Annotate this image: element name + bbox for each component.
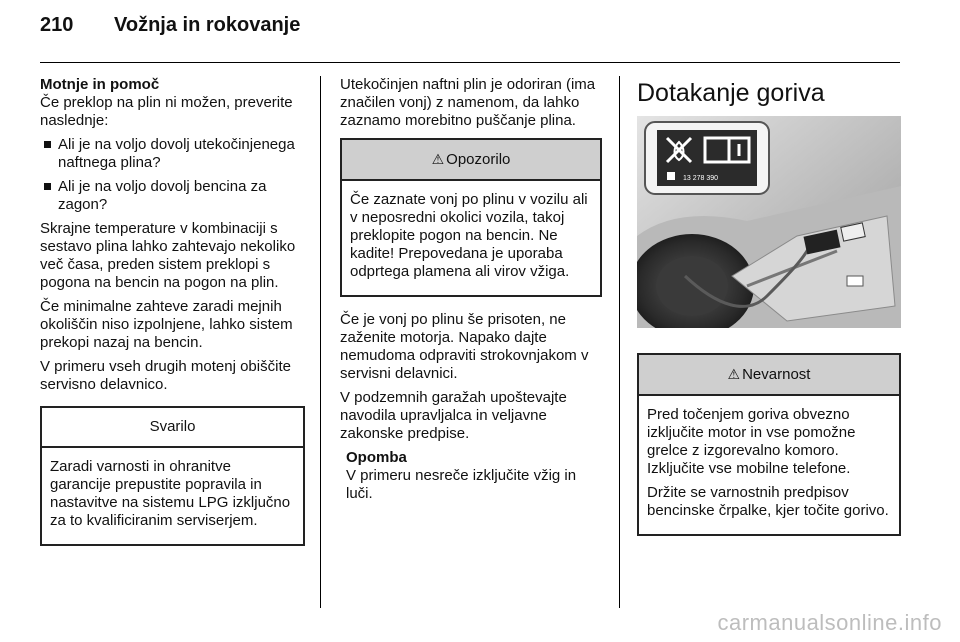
page-header	[40, 14, 300, 50]
paragraph: Skrajne temperature v kombinaciji s sestavo plina lahko zahtevajo nekoliko več časa, preden sistem preklopi s pogona na bencin na pogon na plin.	[40, 220, 296, 291]
list-item: Ali je na voljo dovolj bencina za zagon?	[40, 178, 305, 214]
caution-text: Zaradi varnosti in ohranitve garancije prepustite popravila in nastavitve na sistemu LPG izključno za to kvalificiranim serviserjem.	[50, 458, 291, 529]
danger-text: Pred točenjem goriva obvezno izključite motor in vse pomožne grelce z izgorevalno komoro. Izključite vse mobilne telefone.	[647, 406, 856, 477]
danger-title: Nevarnost	[742, 366, 811, 383]
danger-text: Držite se varnostnih predpisov bencinske črpalke, kjer točite gorivo.	[647, 484, 889, 519]
paragraph: V primeru vseh drugih motenj obiščite servisno delavnico.	[40, 358, 291, 393]
paragraph: Utekočinjen naftni plin je odoriran (ima značilen vonj) z namenom, da lahko zaznamo morebitno puščanje plina.	[340, 76, 596, 129]
page-number: 210	[40, 14, 74, 36]
watermark: carmanualsonline.info	[717, 610, 942, 635]
note-block	[340, 449, 602, 503]
warning-triangle-icon: ⚠	[431, 151, 445, 167]
warning-box	[340, 138, 602, 297]
label-code: 13 278 390	[683, 175, 719, 182]
bullet-square-icon	[44, 141, 51, 148]
danger-box	[637, 353, 901, 536]
caution-box	[40, 406, 305, 546]
section-heading: Motnje in pomoč	[40, 76, 160, 93]
warning-header	[342, 140, 600, 181]
paragraph: V podzemnih garažah upoštevajte navodila upravljalca in veljavne zakonske predpise.	[340, 389, 567, 442]
fuel-filler-flap-photo	[637, 116, 901, 328]
warning-triangle-icon: ⚠	[727, 366, 741, 382]
column-right	[637, 76, 901, 550]
bullet-square-icon	[44, 183, 51, 190]
column-left	[40, 76, 305, 560]
warning-title: Opozorilo	[446, 151, 511, 168]
paragraph: Če je vonj po plinu še prisoten, ne zaženite motorja. Napako dajte nemudoma odpraviti strokovnjakom v servisni delavnici.	[340, 311, 589, 382]
section-title: Dotakanje goriva	[637, 79, 825, 107]
note-title: Opomba	[346, 449, 407, 466]
paragraph: Če minimalne zahteve zaradi mejnih okoliščin niso izpolnjene, lahko sistem prekopi nazaj na bencin.	[40, 298, 293, 351]
header-divider	[40, 62, 900, 63]
warning-text: Če zaznate vonj po plinu v vozilu ali v neposredni okolici vozila, takoj preklopite pogon na bencin. Ne kadite! Prepovedana je uporaba odprtega plamena ali virov vžiga.	[350, 191, 588, 280]
column-divider	[619, 76, 620, 608]
column-divider	[320, 76, 321, 608]
danger-header	[639, 355, 899, 396]
chapter-title: Vožnja in rokovanje	[114, 14, 301, 36]
paragraph: Če preklop na plin ni možen, preverite naslednje:	[40, 94, 293, 129]
bullet-list	[40, 136, 305, 214]
caution-title: Svarilo	[42, 408, 303, 448]
list-item: Ali je na voljo dovolj utekočinjenega naftnega plina?	[40, 136, 305, 172]
column-middle	[340, 76, 602, 503]
note-text: V primeru nesreče izključite vžig in luči.	[346, 467, 577, 502]
